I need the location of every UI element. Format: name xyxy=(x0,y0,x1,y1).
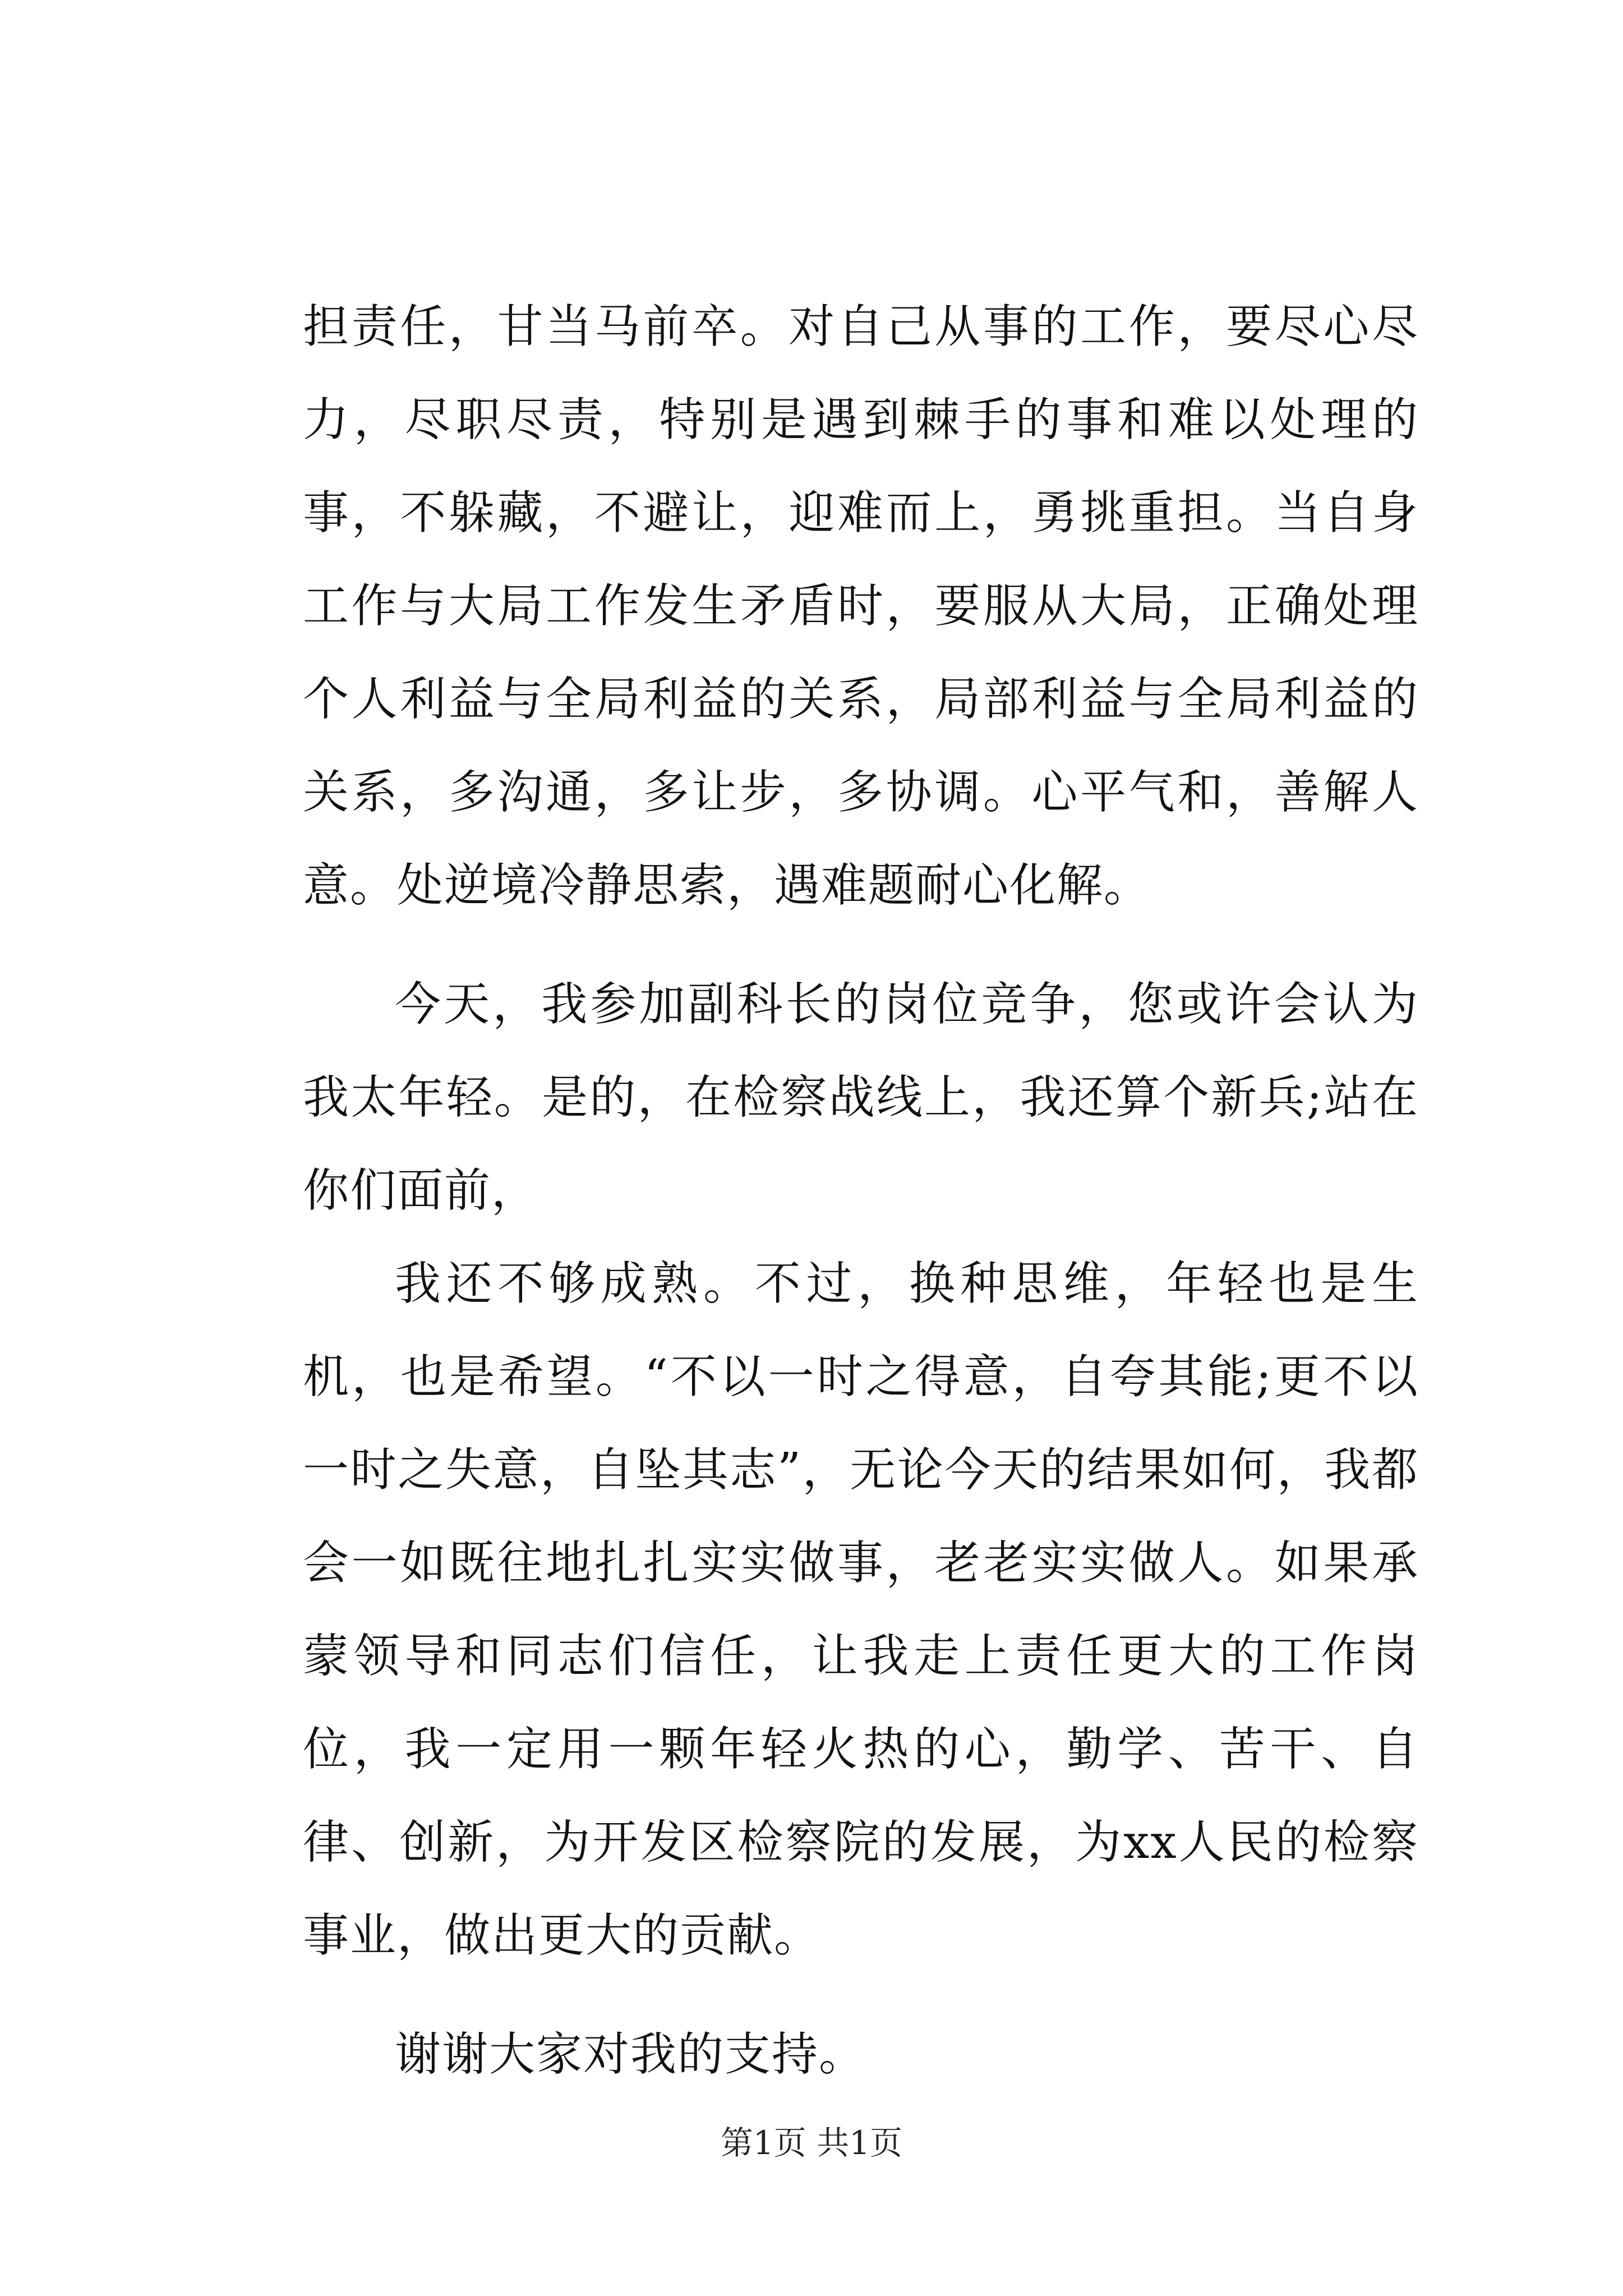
document-body xyxy=(303,280,1419,2101)
paragraph-1: 担责任，甘当马前卒。对自己从事的工作，要尽心尽力，尽职尽责，特别是遇到棘手的事和难以处理的事，不躲藏，不避让，迎难而上，勇挑重担。当自身工作与大局工作发生矛盾时，要服从大局，正确处理个人利益与全局利益的关系，局部利益与全局利益的关系，多沟通，多让步，多协调。心平气和，善解人意。处逆境冷静思索，遇难题耐心化解。 xyxy=(303,300,1419,912)
page-footer: 第1页 共1页 xyxy=(720,2124,903,2162)
paragraph-3: 我还不够成熟。不过，换种思维，年轻也是生机，也是希望。“不以一时之得意，自夸其能;更不以一时之失意，自坠其志”，无论今天的结果如何，我都会一如既往地扎扎实实做事，老老实实做人。如果承蒙领导和同志们信任，让我走上责任更大的工作岗位，我一定用一颗年轻火热的心，勤学、苦干、自律、创新，为开发区检察院的发展，为xx人民的检察事业，做出更大的贡献。 xyxy=(303,1257,1419,1962)
paragraph-4: 谢谢大家对我的支持。 xyxy=(395,2028,866,2081)
paragraph-2: 今天，我参加副科长的岗位竞争，您或许会认为我太年轻。是的，在检察战线上，我还算个新兵;站在你们面前， xyxy=(303,978,1419,1217)
